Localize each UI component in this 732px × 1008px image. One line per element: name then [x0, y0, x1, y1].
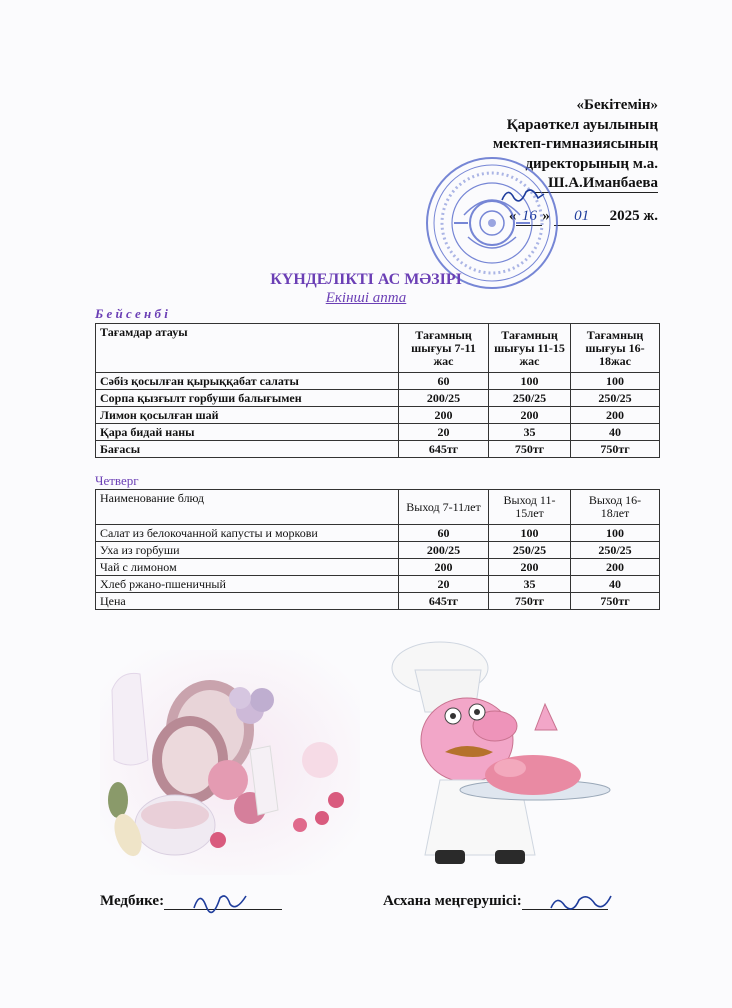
portion-value: 200 — [399, 559, 489, 576]
portion-value: 250/25 — [489, 390, 571, 407]
portion-value: 60 — [399, 525, 489, 542]
column-header: Выход 7-11лет — [399, 490, 489, 525]
date-month: 01 — [554, 208, 610, 226]
menu-table-ru — [95, 489, 660, 610]
column-header: Тағамдар атауы — [96, 324, 399, 373]
price-value: 645тг — [399, 441, 489, 458]
portion-value: 250/25 — [571, 390, 660, 407]
dish-name: Салат из белокочанной капусты и моркови — [96, 525, 399, 542]
portion-value: 200/25 — [399, 542, 489, 559]
nurse-signature-scribble-icon — [190, 886, 250, 916]
table-row — [96, 424, 660, 441]
table-row — [96, 525, 660, 542]
price-label: Цена — [96, 593, 399, 610]
portion-value: 100 — [489, 525, 571, 542]
portion-value: 100 — [489, 373, 571, 390]
price-label: Бағасы — [96, 441, 399, 458]
column-header: Выход 16-18лет — [571, 490, 660, 525]
approval-line: директорының м.а. — [525, 155, 658, 172]
portion-value: 60 — [399, 373, 489, 390]
portion-value: 200 — [489, 407, 571, 424]
table-header-row — [96, 324, 660, 373]
portion-value: 250/25 — [571, 542, 660, 559]
column-header: Тағамның шығуы 16-18жас — [571, 324, 660, 373]
menu-title: КҮНДЕЛІКТІ АС МӘЗІРІ — [270, 271, 462, 288]
canteen-signature-scribble-icon — [545, 888, 615, 918]
portion-value: 100 — [571, 525, 660, 542]
table-header-row — [96, 490, 660, 525]
menu-subtitle: Екінші апта — [325, 290, 407, 306]
chef-illustration-icon — [385, 630, 615, 875]
dish-name: Чай с лимоном — [96, 559, 399, 576]
price-value: 750тг — [571, 593, 660, 610]
dish-name: Уха из горбуши — [96, 542, 399, 559]
dish-name: Қара бидай наны — [96, 424, 399, 441]
portion-value: 40 — [571, 576, 660, 593]
director-signature-scribble-icon — [498, 184, 548, 208]
table-row — [96, 576, 660, 593]
table-row — [96, 373, 660, 390]
portion-value: 20 — [399, 576, 489, 593]
nurse-label: Медбике: — [100, 893, 165, 909]
food-illustration-icon — [100, 650, 360, 875]
price-value: 750тг — [489, 441, 571, 458]
column-header: Тағамның шығуы 7-11 жас — [399, 324, 489, 373]
column-header: Наименование блюд — [96, 490, 399, 525]
portion-value: 200 — [399, 407, 489, 424]
price-value: 645тг — [399, 593, 489, 610]
dish-name: Хлеб ржано-пшеничный — [96, 576, 399, 593]
column-header: Выход 11-15лет — [489, 490, 571, 525]
portion-value: 35 — [489, 576, 571, 593]
portion-value: 250/25 — [489, 542, 571, 559]
portion-value: 40 — [571, 424, 660, 441]
date-close-quote: » — [542, 208, 550, 224]
approval-line: мектеп-гимназиясының — [492, 136, 658, 152]
date-year: 2025 ж. — [609, 208, 658, 224]
table-row — [96, 559, 660, 576]
table-row — [96, 390, 660, 407]
approval-line: Ш.А.Иманбаева — [548, 175, 658, 191]
table-row — [96, 542, 660, 559]
portion-value: 200 — [571, 407, 660, 424]
date-day: 16 — [516, 208, 542, 226]
table-row — [96, 407, 660, 424]
day-label-ru: Четверг — [95, 473, 139, 488]
column-header: Тағамның шығуы 11-15 жас — [489, 324, 571, 373]
portion-value: 200 — [489, 559, 571, 576]
price-row — [96, 593, 660, 610]
dish-name: Сәбіз қосылған қырыққабат салаты — [96, 373, 399, 390]
portion-value: 200/25 — [399, 390, 489, 407]
price-value: 750тг — [571, 441, 660, 458]
price-row — [96, 441, 660, 458]
price-value: 750тг — [489, 593, 571, 610]
portion-value: 200 — [571, 559, 660, 576]
approval-line: Қараөткел ауылының — [506, 116, 658, 133]
dish-name: Сорпа қызғылт горбуши балығымен — [96, 390, 399, 407]
menu-table-kz — [95, 323, 660, 458]
portion-value: 35 — [489, 424, 571, 441]
approval-line: «Бекітемін» — [576, 97, 658, 113]
canteen-label: Асхана меңгерушісі: — [383, 893, 522, 909]
date-open-quote: « — [508, 208, 517, 224]
dish-name: Лимон қосылған шай — [96, 407, 399, 424]
portion-value: 20 — [399, 424, 489, 441]
day-label-kz: Б е й с е н б і — [95, 306, 168, 321]
portion-value: 100 — [571, 373, 660, 390]
